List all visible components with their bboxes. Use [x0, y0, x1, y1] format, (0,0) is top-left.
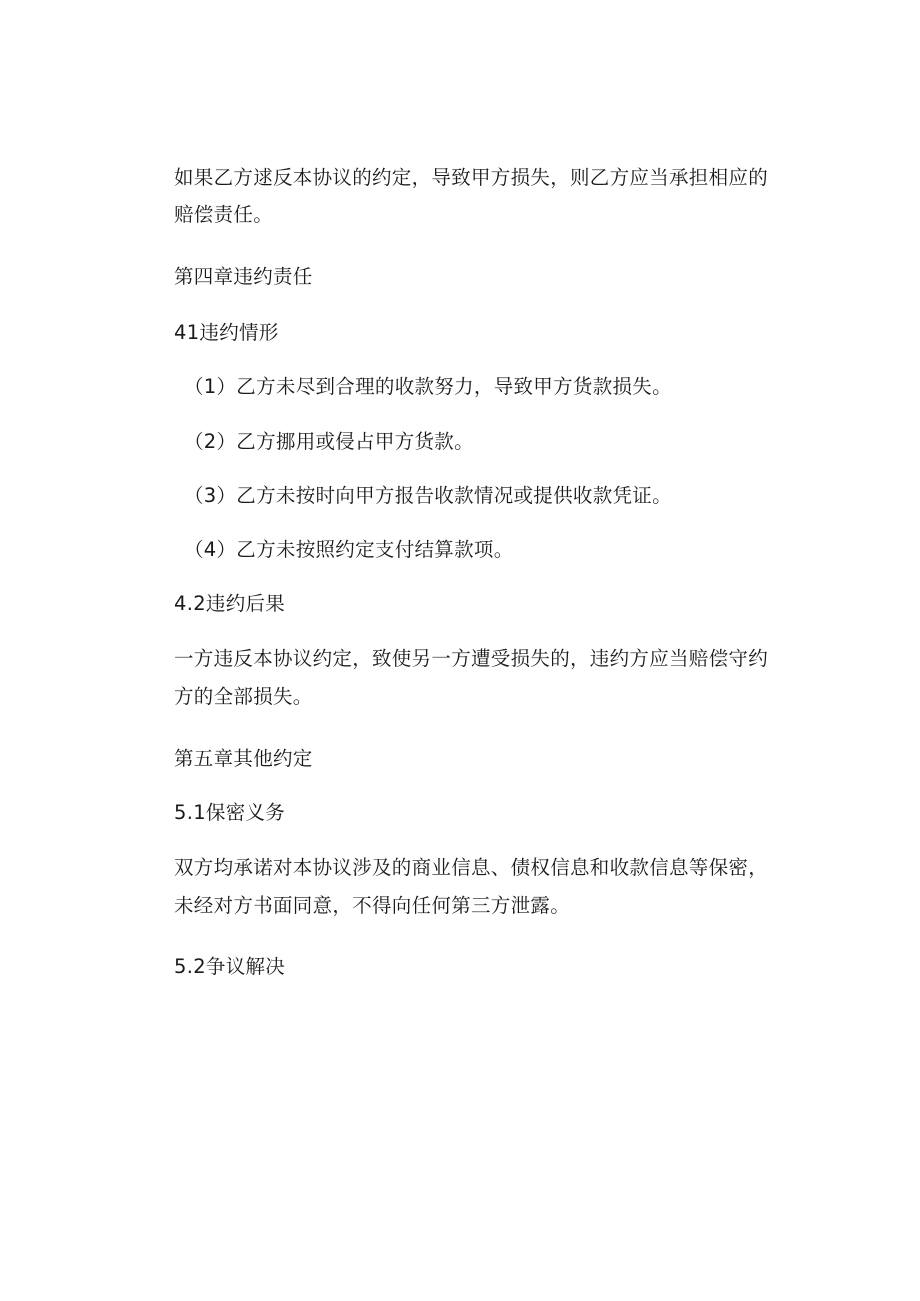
para-liability-line2: 赔偿责任。 [174, 203, 274, 226]
section-4-1-title: 41违约情形 [174, 321, 279, 344]
breach-item-2: （2）乙方挪用或侵占甲方货款。 [184, 430, 474, 453]
para-liability-line1: 如果乙方逑反本协议的约定，导致甲方损失，则乙方应当承担相应的 [174, 166, 769, 189]
para-confidentiality-line1: 双方均承诺对本协议涉及的商业信息、债权信息和收款信息等保密， [174, 856, 769, 879]
breach-item-3: （3）乙方未按时向甲方报告收款情况或提供收款凭证。 [184, 484, 672, 507]
breach-item-1: （1）乙方未尽到合理的收款努力，导致甲方货款损失。 [184, 375, 672, 398]
section-5-1-title: 5.1保密义务 [174, 801, 286, 824]
para-consequence-line2: 方的全部损失。 [174, 685, 313, 708]
para-consequence-line1: 一方违反本协议约定，致使另一方遭受损失的，违约方应当赔偿守约 [174, 647, 769, 670]
breach-item-4: （4）乙方未按照约定支付结算款项。 [184, 538, 514, 561]
chapter-4-title: 第四章违约责任 [174, 265, 313, 288]
para-confidentiality-line2: 未经对方书面同意，不得向任何第三方泄露。 [174, 894, 571, 917]
section-4-2-title: 4.2违约后果 [174, 592, 286, 615]
chapter-5-title: 第五章其他约定 [174, 747, 313, 770]
section-5-2-title: 5.2争议解决 [174, 955, 286, 978]
